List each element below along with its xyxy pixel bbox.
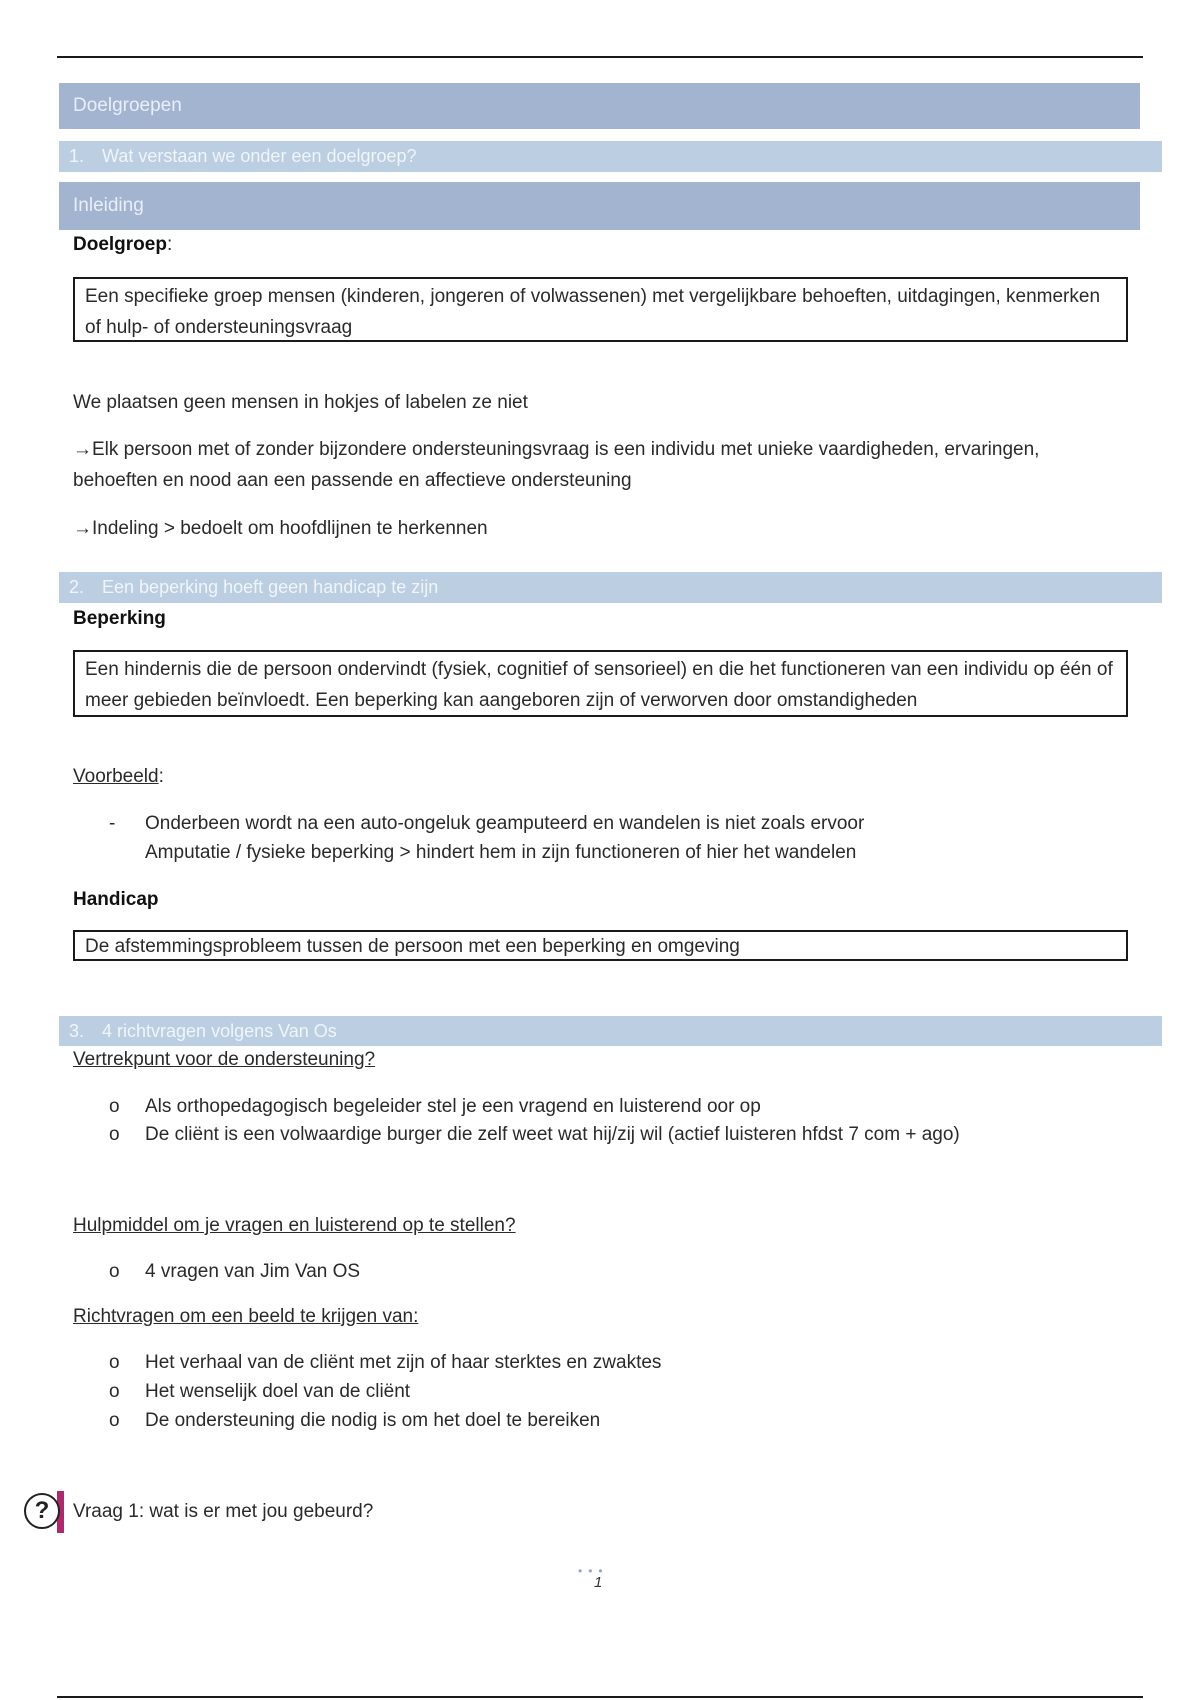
richtvragen-item-3: De ondersteuning die nodig is om het doel te bereiken <box>145 1410 601 1431</box>
question-richtvragen: Richtvragen om een beeld te krijgen van: <box>73 1306 419 1327</box>
hulpmiddel-item-1: 4 vragen van Jim Van OS <box>145 1261 361 1282</box>
definition-doelgroep: Een specifieke groep mensen (kinderen, jongeren of volwassenen) met vergelijkbare behoeften, uitdagingen, kenmerken of hulp- of ondersteuningsvraag <box>85 286 1101 338</box>
definition-handicap-box <box>73 930 1128 961</box>
richtvragen-item-2: Het wenselijk doel van de cliënt <box>145 1381 411 1402</box>
question-vraag-1: Vraag 1: wat is er met jou gebeurd? <box>73 1501 374 1522</box>
paragraph-labels: We plaatsen geen mensen in hokjes of labelen ze niet <box>73 392 528 413</box>
paragraph-indeling: →Indeling > bedoelt om hoofdlijnen te herkennen <box>73 518 488 539</box>
section-2-number: 2. <box>69 577 85 597</box>
bullet-circle: o <box>109 1261 120 1282</box>
section-2-heading <box>59 572 1162 603</box>
example-line-1: Onderbeen wordt na een auto-ongeluk geamputeerd en wandelen is niet zoals ervoor <box>145 813 865 834</box>
section-3-number: 3. <box>69 1020 85 1041</box>
vertrekpunt-item-1: Als orthopedagogisch begeleider stel je een vragend en luisterend oor op <box>145 1096 761 1117</box>
paragraph-individual-line1: →Elk persoon met of zonder bijzondere ondersteuningsvraag is een individu met unieke vaardigheden, ervaringen, <box>73 439 1040 460</box>
question-hulpmiddel: Hulpmiddel om je vragen en luisterend op te stellen? <box>73 1215 516 1236</box>
term-handicap: Handicap <box>73 889 159 910</box>
term-doelgroep-colon: : <box>166 234 173 255</box>
question-vertrekpunt: Vertrekpunt voor de ondersteuning? <box>73 1049 376 1070</box>
section-3-heading <box>59 1016 1162 1046</box>
page-title-band <box>59 83 1140 129</box>
bullet-circle: o <box>109 1096 120 1117</box>
bottom-rule <box>57 1696 1143 1698</box>
bullet-circle: o <box>109 1410 120 1431</box>
definition-beperking: Een hindernis die de persoon ondervindt (fysiek, cognitief of sensorieel) en die het functioneren van een individu op één of meer gebieden beïnvloedt. Een beperking kan aangeboren zijn of verworven door omstandigheden <box>85 659 1113 711</box>
example-label-line <box>73 761 164 792</box>
example-dash-bullet: - <box>109 813 116 834</box>
subheading-band <box>59 182 1140 230</box>
term-beperking: Beperking <box>73 608 166 629</box>
section-2-title: Een beperking hoeft geen handicap te zijn <box>102 577 439 597</box>
paragraph-individual-line2: behoeften en nood aan een passende en affectieve ondersteuning <box>73 470 632 491</box>
term-doelgroep: Doelgroep <box>73 234 167 255</box>
bullet-circle: o <box>109 1352 120 1373</box>
page-title: Doelgroepen <box>73 95 182 116</box>
bullet-circle: o <box>109 1124 120 1145</box>
vertrekpunt-item-2: De cliënt is een volwaardige burger die zelf weet wat hij/zij wil (actief luisteren hfdst 7 com + ago) <box>145 1124 960 1145</box>
richtvragen-item-1: Het verhaal van de cliënt met zijn of haar sterktes en zwaktes <box>145 1352 662 1373</box>
subheading-inleiding: Inleiding <box>73 195 144 216</box>
question-mark-icon: ? <box>24 1493 60 1529</box>
example-label-colon: : <box>158 766 164 787</box>
term-doelgroep-line <box>73 229 172 260</box>
page-ornament-dots-icon: ••• <box>578 1564 609 1578</box>
section-1-heading <box>59 141 1162 172</box>
example-line-2: Amputatie / fysieke beperking > hindert hem in zijn functioneren of hier het wandelen <box>145 842 857 863</box>
definition-handicap: De afstemmingsprobleem tussen de persoon met een beperking en omgeving <box>85 936 740 957</box>
definition-doelgroep-box <box>73 277 1128 342</box>
section-1-number: 1. <box>69 146 85 166</box>
top-rule <box>57 56 1143 58</box>
bullet-circle: o <box>109 1381 120 1402</box>
example-label: Voorbeeld <box>73 766 159 787</box>
page-number: 1 <box>594 1574 603 1591</box>
section-3-title: 4 richtvragen volgens Van Os <box>102 1020 337 1041</box>
definition-beperking-box <box>73 650 1128 717</box>
section-1-title: Wat verstaan we onder een doelgroep? <box>102 146 417 166</box>
